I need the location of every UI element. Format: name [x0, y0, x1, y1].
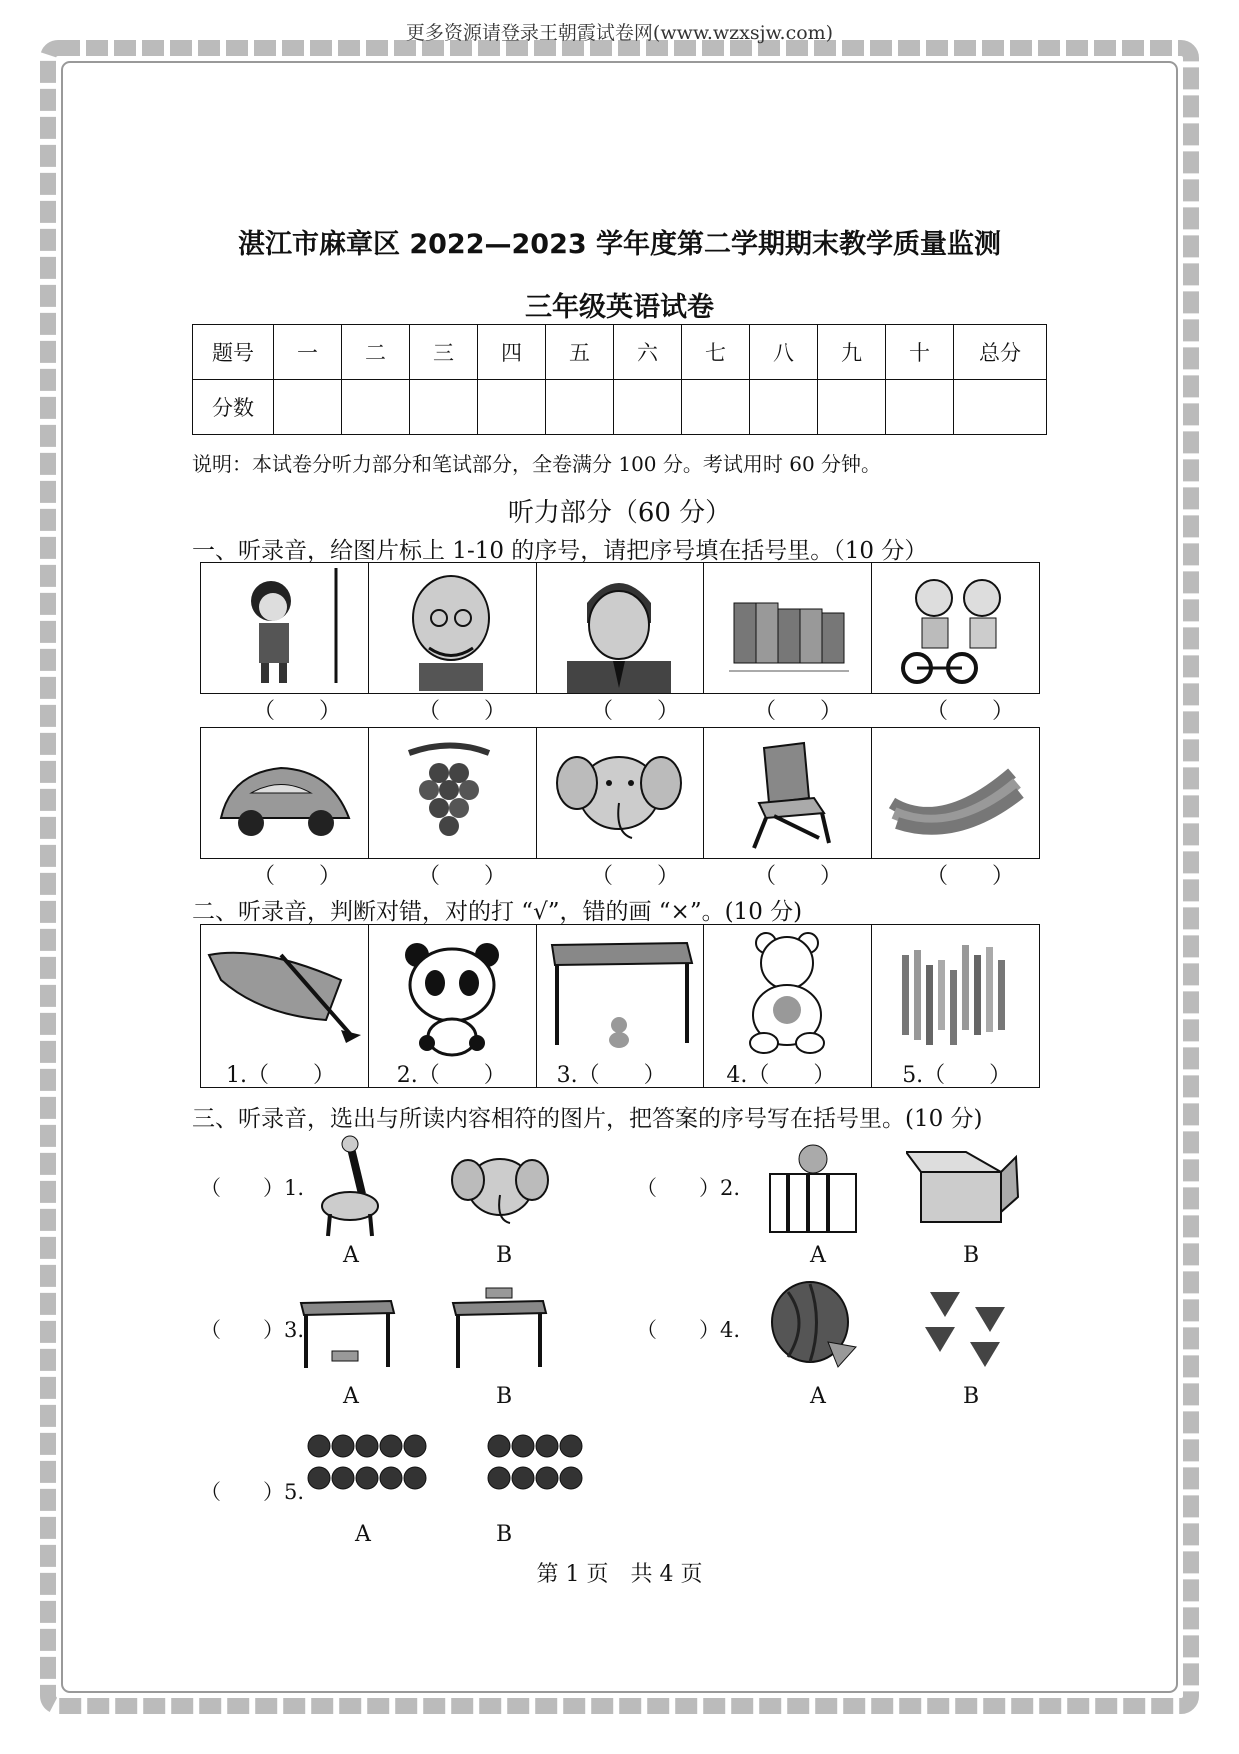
option-b-label: B	[963, 1384, 980, 1409]
score-input-cell[interactable]	[614, 380, 682, 435]
score-input-cell[interactable]	[954, 380, 1047, 435]
score-table-score-row	[193, 380, 1047, 435]
table-cell: 四	[478, 325, 546, 380]
option-a-label: A	[343, 1243, 359, 1268]
answer-blank[interactable]: （ ）	[253, 699, 342, 724]
option-a-label: A	[343, 1384, 359, 1409]
giraffe-icon	[310, 1134, 390, 1239]
question3-2-label[interactable]: （ ）2.	[636, 1176, 741, 1200]
answer-blank[interactable]: （ ）	[418, 699, 507, 724]
table-cell: 九	[818, 325, 886, 380]
question3-3-label[interactable]: （ ）3.	[200, 1318, 305, 1342]
answer-blank[interactable]: （ ）	[926, 864, 1015, 889]
answer-blank[interactable]: （ ）	[418, 864, 507, 889]
option-b-label: B	[496, 1243, 513, 1268]
option-a-label: A	[810, 1384, 826, 1409]
listening-title: 听力部分（60 分）	[507, 498, 732, 528]
answer-blank[interactable]: （ ）	[926, 699, 1015, 724]
kids-bike-icon	[872, 563, 1039, 693]
score-input-cell[interactable]	[342, 380, 410, 435]
option-b-label: B	[963, 1243, 980, 1268]
section1-row1	[200, 562, 1040, 694]
bananas-icon	[872, 728, 1039, 858]
answer-blank[interactable]: （ ）	[253, 864, 342, 889]
score-input-cell[interactable]	[818, 380, 886, 435]
exam-note: 说明：本试卷分听力部分和笔试部分，全卷满分 100 分。考试用时 60 分钟。	[192, 452, 882, 476]
score-input-cell[interactable]	[750, 380, 818, 435]
exam-title: 湛江市麻章区 2022—2023 学年度第二学期期末教学质量监测	[237, 229, 1002, 260]
score-input-cell[interactable]	[478, 380, 546, 435]
table-cell: 十	[886, 325, 954, 380]
table-cell: 分数	[193, 380, 274, 435]
answer-blank[interactable]: 3.（ ）	[556, 1063, 666, 1087]
table-cell: 七	[682, 325, 750, 380]
question3-1-label[interactable]: （ ）1.	[200, 1176, 305, 1200]
table-cell: 总分	[954, 325, 1047, 380]
answer-blank[interactable]: 4.（ ）	[726, 1063, 836, 1087]
desk-cat-icon	[537, 925, 705, 1087]
elephant-icon	[448, 1145, 553, 1230]
option-a-label: A	[810, 1243, 826, 1268]
answer-blank[interactable]: （ ）	[591, 699, 680, 724]
answer-blank[interactable]: （ ）	[754, 864, 843, 889]
pencils-icon	[872, 925, 1039, 1087]
desk-book-on-icon	[448, 1283, 548, 1371]
answer-blank[interactable]: 5.（ ）	[902, 1063, 1012, 1087]
score-input-cell[interactable]	[410, 380, 478, 435]
girl-icon	[201, 563, 369, 693]
chair-icon	[704, 728, 872, 858]
answer-blank[interactable]: 1.（ ）	[226, 1063, 335, 1087]
option-b-label: B	[496, 1522, 513, 1547]
section3-title: 三、听录音，选出与所读内容相符的图片，把答案的序号写在括号里。(10 分)	[192, 1106, 983, 1132]
page-footer: 第 1 页 共 4 页	[536, 1562, 703, 1587]
elephant-icon	[537, 728, 705, 858]
option-a-label: A	[355, 1522, 371, 1547]
section1-row2	[200, 727, 1040, 859]
question3-4-label[interactable]: （ ）4.	[636, 1318, 741, 1342]
score-input-cell[interactable]	[886, 380, 954, 435]
answer-blank[interactable]: （ ）	[754, 699, 843, 724]
answer-blank[interactable]: 2.（ ）	[396, 1063, 506, 1087]
table-cell: 五	[546, 325, 614, 380]
books-icon	[704, 563, 872, 693]
option-b-label: B	[496, 1384, 513, 1409]
score-input-cell[interactable]	[682, 380, 750, 435]
grapes-icon	[369, 728, 537, 858]
watermelon-icon	[768, 1272, 858, 1372]
table-cell: 三	[410, 325, 478, 380]
question3-5-label[interactable]: （ ）5.	[200, 1480, 305, 1504]
watermark: 更多资源请登录王朝霞试卷网(www.wzxsjw.com)	[405, 22, 834, 44]
grandpa-icon	[369, 563, 537, 693]
section1-title: 一、听录音，给图片标上 1-10 的序号，请把序号填在括号里。（10 分）	[192, 538, 928, 564]
table-cell: 八	[750, 325, 818, 380]
table-cell: 题号	[193, 325, 274, 380]
section2-row	[200, 924, 1040, 1088]
boat-icon	[201, 925, 369, 1087]
eight-apples-icon	[486, 1430, 588, 1496]
teddy-bear-icon	[704, 925, 872, 1087]
score-input-cell[interactable]	[274, 380, 342, 435]
answer-blank[interactable]: （ ）	[591, 864, 680, 889]
table-cell: 一	[274, 325, 342, 380]
score-table-header-row	[193, 325, 1047, 380]
gift-box-icon	[758, 1134, 868, 1234]
ten-apples-icon	[306, 1430, 432, 1496]
open-box-icon	[906, 1142, 1021, 1227]
score-table	[192, 324, 1047, 435]
table-cell: 六	[614, 325, 682, 380]
man-icon	[537, 563, 705, 693]
car-icon	[201, 728, 369, 858]
score-input-cell[interactable]	[546, 380, 614, 435]
table-cell: 二	[342, 325, 410, 380]
exam-subtitle: 三年级英语试卷	[525, 292, 714, 323]
panda-icon	[369, 925, 537, 1087]
desk-book-under-icon	[296, 1293, 396, 1371]
strawberries-icon	[920, 1282, 1015, 1372]
section2-title: 二、听录音，判断对错，对的打 “√”，错的画 “×”。(10 分)	[192, 899, 803, 925]
